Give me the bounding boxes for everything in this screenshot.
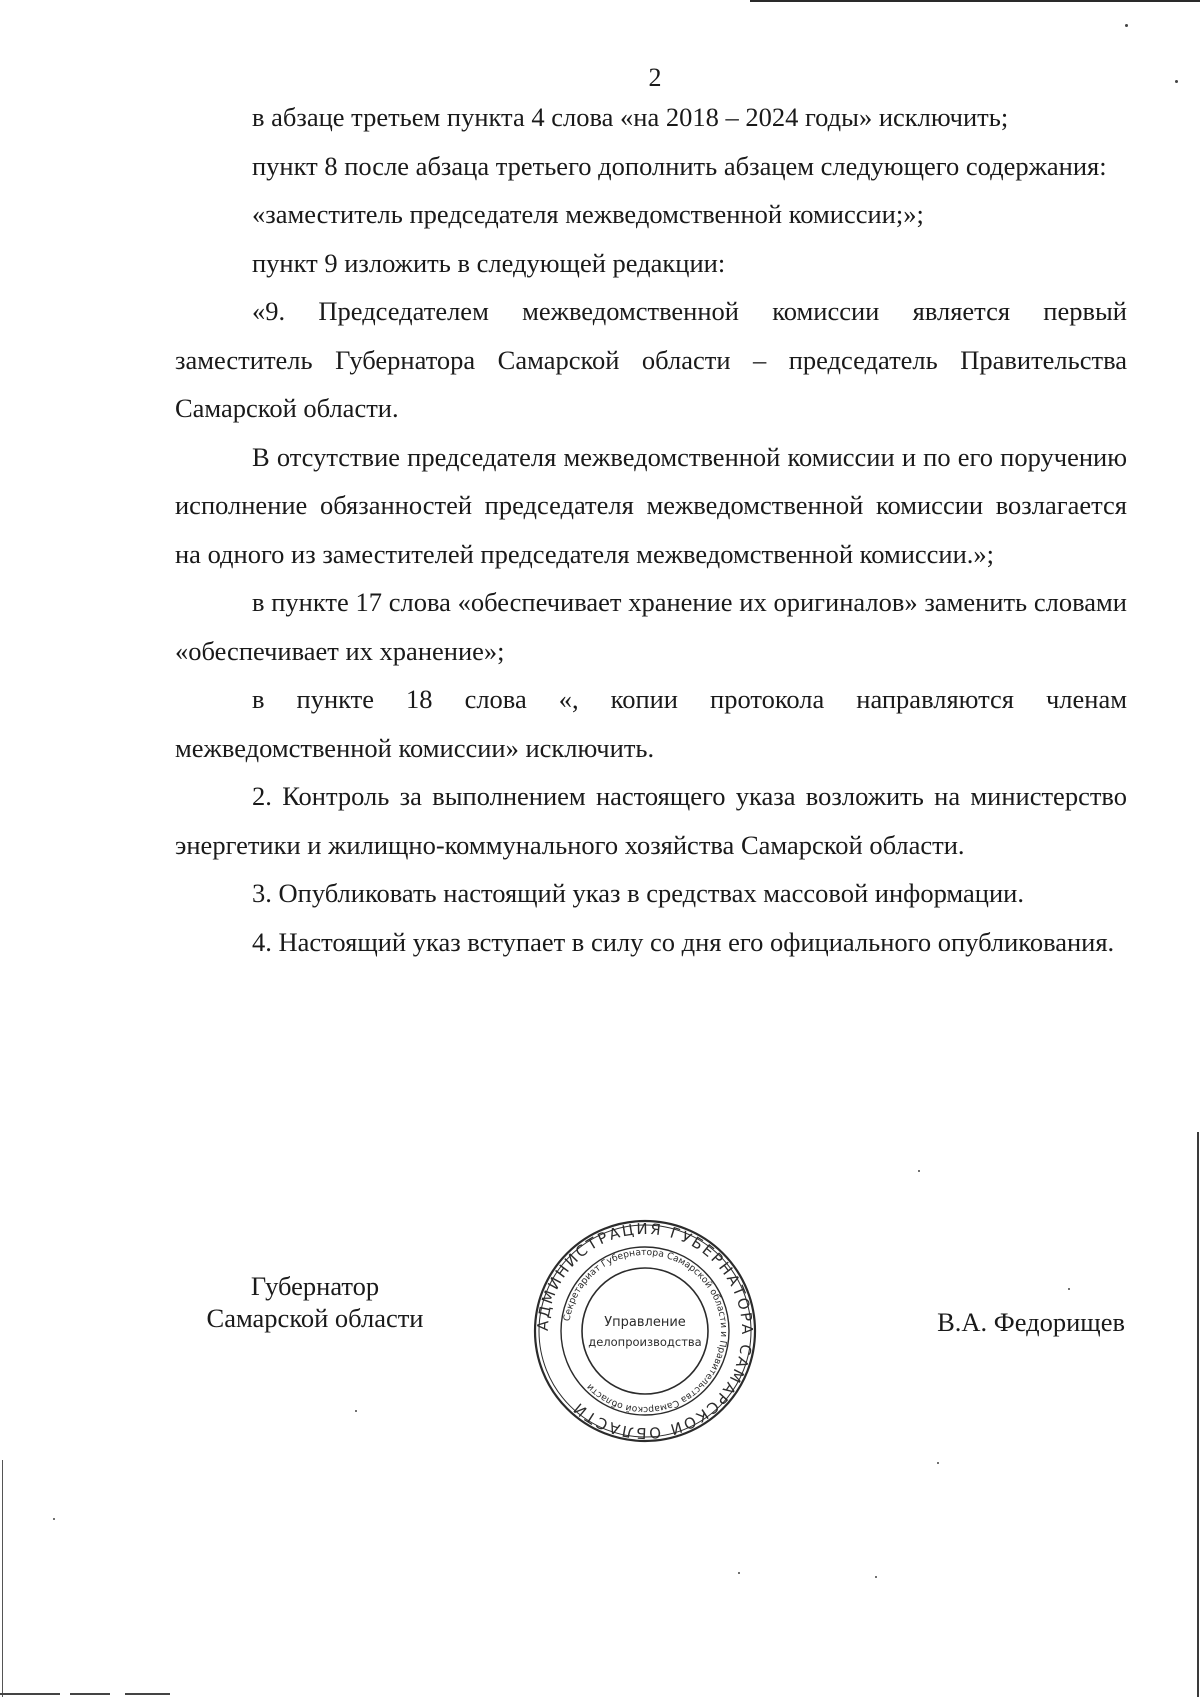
paragraph-amend-item-9: пункт 9 изложить в следующей редакции: xyxy=(252,247,726,278)
scan-speck xyxy=(355,1410,357,1412)
scan-edge-left xyxy=(2,1460,3,1697)
signatory-title-line2: Самарской области xyxy=(206,1303,424,1333)
paragraph-publish: 3. Опубликовать настоящий указ в средствах массовой информации. xyxy=(252,878,1024,908)
seal-inner-ring-text: Секретариат Губернатора Самарской области и Правительства Самарской области xyxy=(561,1246,730,1416)
scan-speck xyxy=(738,1572,740,1574)
paragraph-amend-item-8: пункт 8 после абзаца третьего дополнить абзацем следующего содержания: xyxy=(252,150,1107,181)
paragraph-item-9-absence: В отсутствие председателя межведомственной комиссии и по его поручению исполнение обязанностей председателя межведомственной комиссии возлагается на одного из заместителей председателя межведомственной комиссии.»; xyxy=(175,441,1127,569)
scan-speck xyxy=(1125,24,1128,27)
scan-edge-right xyxy=(1197,1132,1199,1697)
paragraph-amend-item-4: в абзаце третьем пункта 4 слова «на 2018 – 2024 годы» исключить; xyxy=(252,102,1009,132)
seal-outer-text: АДМИНИСТРАЦИЯ ГУБЕРНАТОРА САМАРСКОЙ ОБЛАСТИ xyxy=(533,1219,757,1443)
paragraph-item-9-text: «9. Председателем межведомственной комиссии является первый заместитель Губернатора Самарской области – председатель Правительства Самарской области. xyxy=(175,296,1127,423)
document-body xyxy=(175,93,1127,966)
paragraph-control: 2. Контроль за выполнением настоящего указа возложить на министерство энергетики и жилищно-коммунального хозяйства Самарской области. xyxy=(175,781,1127,860)
paragraph-amend-item-18: в пункте 18 слова «, копии протокола направляются членам межведомственной комиссии» исключить. xyxy=(175,684,1127,763)
signatory-name: В.А. Федорищев xyxy=(937,1307,1125,1337)
paragraph-amend-item-17: в пункте 17 слова «обеспечивает хранение их оригиналов» заменить словами «обеспечивает их хранение»; xyxy=(175,587,1127,666)
scan-edge-top xyxy=(750,0,1200,2)
page-number: 2 xyxy=(648,63,662,92)
scan-speck xyxy=(53,1518,55,1520)
seal-center-line1: Управление xyxy=(604,1315,686,1330)
seal-center-line2: делопроизводства xyxy=(588,1335,702,1349)
signatory-title xyxy=(170,1270,460,1334)
signatory-title-line1: Губернатор xyxy=(250,1271,380,1301)
paragraph-quoted-deputy: «заместитель председателя межведомственной комиссии;»; xyxy=(252,199,924,229)
paragraph-effective-date: 4. Настоящий указ вступает в силу со дня его официального опубликования. xyxy=(252,926,1115,957)
scan-edge-bottom xyxy=(0,1693,170,1695)
scan-speck xyxy=(875,1576,877,1578)
seal-graphic xyxy=(532,1218,758,1444)
scan-speck xyxy=(937,1462,939,1464)
scan-speck xyxy=(918,1170,920,1172)
official-seal-stamp xyxy=(532,1218,758,1444)
scan-speck xyxy=(1068,1288,1070,1290)
